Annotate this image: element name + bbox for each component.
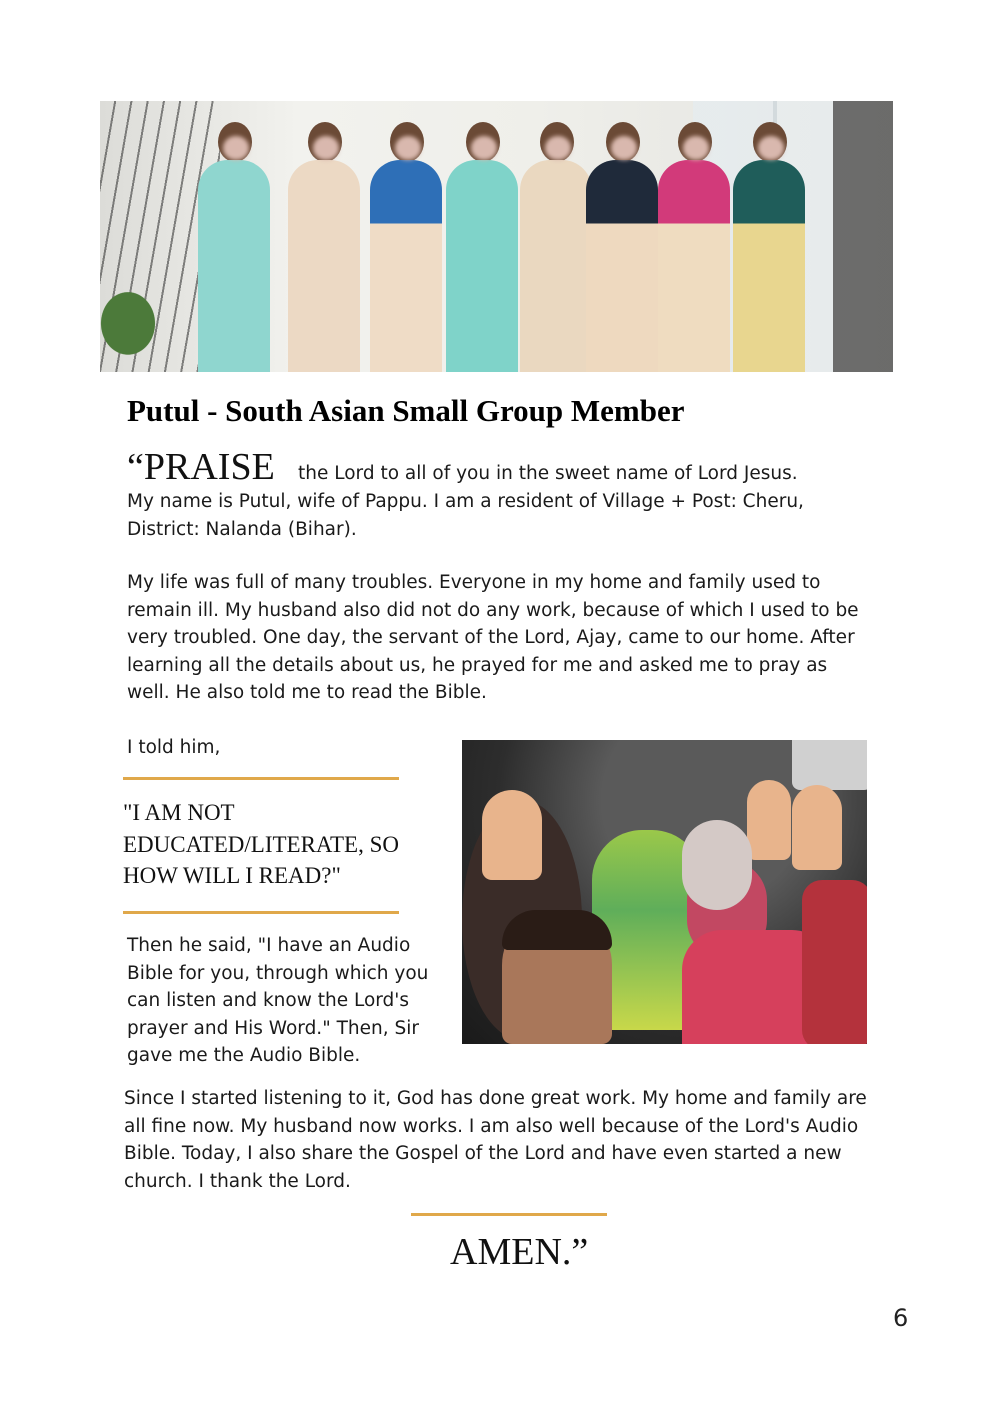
girl-hair xyxy=(502,910,612,950)
raised-hand xyxy=(482,790,542,880)
quote-rule-bottom xyxy=(123,911,399,914)
person xyxy=(802,880,867,1044)
bucket xyxy=(792,740,867,790)
story-paragraph-3: Since I started listening to it, God has done great work. My home and family are all fine now. My husband now works. I am also well because of the Lord's Audio Bible. Today, I also share the Gospel of the Lord and have even started a new church. I thank the Lord. xyxy=(124,1088,867,1192)
person xyxy=(280,122,366,372)
person xyxy=(190,122,276,372)
person-white-veil xyxy=(682,820,752,910)
group-photo xyxy=(100,101,893,372)
raised-hand xyxy=(792,785,842,870)
plant xyxy=(100,291,170,372)
praise-line: the Lord to all of you in the sweet name of Lord Jesus. xyxy=(298,463,798,484)
person xyxy=(650,122,736,372)
closing-rule xyxy=(411,1213,607,1216)
person xyxy=(725,122,811,372)
story-paragraph-1: My life was full of many troubles. Everyone in my home and family used to remain ill. My husband also did not do any work, because of which I used to be very troubled. One day, the servant of the Lord, Ajay, came to our home. After learning all the details about us, he prayed for me and asked me to pray as well. He also told me to read the Bible. xyxy=(127,572,859,703)
intro-paragraph: My name is Putul, wife of Pappu. I am a resident of Village + Post: Cheru, District: Nalanda (Bihar). xyxy=(127,491,804,540)
page-title: Putul - South Asian Small Group Member xyxy=(127,393,685,428)
told-him-line: I told him, xyxy=(127,737,221,758)
person xyxy=(362,122,448,372)
raised-hand xyxy=(747,780,791,860)
story-paragraph-2: Then he said, "I have an Audio Bible for you, through which you can listen and know the Lord's prayer and His Word." Then, Sir gave me the Audio Bible. xyxy=(127,935,429,1066)
pull-quote: "I AM NOT EDUCATED/LITERATE, SO HOW WILL I READ?" xyxy=(123,800,399,888)
praise-dropcap: “PRAISE xyxy=(127,446,275,488)
quote-rule-top xyxy=(123,777,399,780)
worship-photo xyxy=(462,740,867,1044)
closing-amen: AMEN.” xyxy=(450,1231,589,1273)
page-number: 6 xyxy=(893,1304,909,1332)
